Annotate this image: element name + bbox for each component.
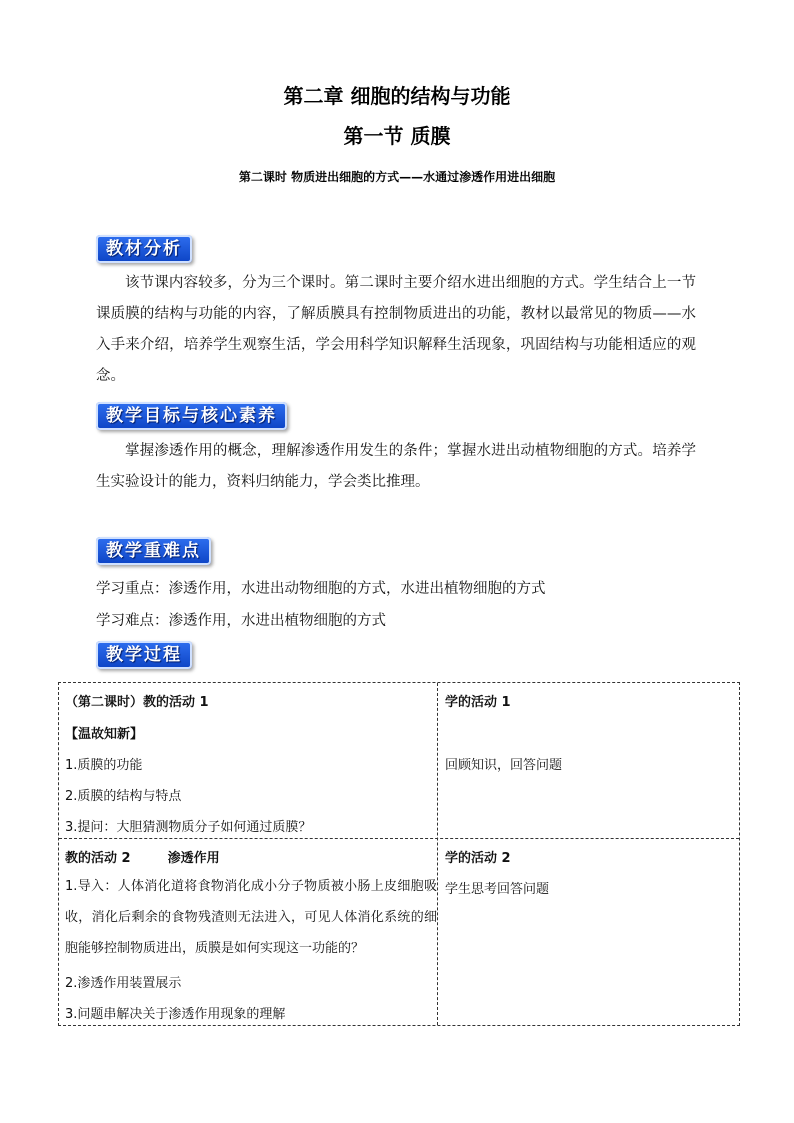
row2-item-2: 2.渗透作用装置展示 [65, 976, 182, 991]
row1-teacher-title: （第二课时）教的活动 1 [65, 695, 209, 710]
row2-teacher-title [65, 847, 220, 866]
row1-item-3: 3.提问：大胆猜测物质分子如何通过质膜？ [65, 820, 312, 835]
row2-teacher-title-label: 教的活动 2 [65, 851, 131, 866]
process-table [58, 682, 740, 1026]
row1-student-text: 回顾知识，回答问题 [445, 758, 563, 773]
row2-student-title: 学的活动 2 [445, 851, 511, 866]
key-focus-text: 学习重点：渗透作用，水进出动物细胞的方式，水进出植物细胞的方式 [96, 581, 546, 597]
chapter-title: 第二章 细胞的结构与功能 [283, 84, 511, 108]
goals-badge: 教学目标与核心素养 [96, 402, 287, 430]
row2-student-text: 学生思考回答问题 [445, 882, 550, 897]
row2-item-1: 1.导入：人体消化道将食物消化成小分子物质被小肠上皮细胞吸收，消化后剩余的食物残渣则无法进入，可见人体消化系统的细胞能够控制物质进出，质膜是如何实现这一功能的？ [65, 879, 437, 956]
row2-teacher-topic: 渗透作用 [167, 851, 220, 866]
table-row-divider [59, 838, 739, 839]
goals-text: 掌握渗透作用的概念，理解渗透作用发生的条件；掌握水进出动植物细胞的方式。培养学生实验设计的能力，资料归纳能力，学会类比推理。 [96, 443, 696, 490]
analysis-text: 该节课内容较多，分为三个课时。第二课时主要介绍水进出细胞的方式。学生结合上一节课质膜的结构与功能的内容，了解质膜具有控制物质进出的功能，教材以最常见的物质——水入手来介绍，培养学生观察生活，学会用科学知识解释生活现象，巩固结构与功能相适应的观念。 [96, 275, 696, 384]
row1-student-title: 学的活动 1 [445, 695, 511, 710]
row1-review-label: 【温故知新】 [65, 727, 144, 742]
key-difficulty-text: 学习难点：渗透作用，水进出植物细胞的方式 [96, 613, 386, 629]
table-column-divider [437, 683, 438, 1025]
key-points-badge: 教学重难点 [96, 537, 211, 565]
row1-item-1: 1.质膜的功能 [65, 758, 143, 773]
row1-item-2: 2.质膜的结构与特点 [65, 789, 182, 804]
section-title: 第一节 质膜 [343, 124, 451, 148]
analysis-badge: 教材分析 [96, 235, 192, 263]
lesson-subtitle: 第二课时 物质进出细胞的方式——水通过渗透作用进出细胞 [238, 170, 556, 184]
process-badge: 教学过程 [96, 641, 192, 669]
row2-item-3: 3.问题串解决关于渗透作用现象的理解 [65, 1007, 286, 1022]
